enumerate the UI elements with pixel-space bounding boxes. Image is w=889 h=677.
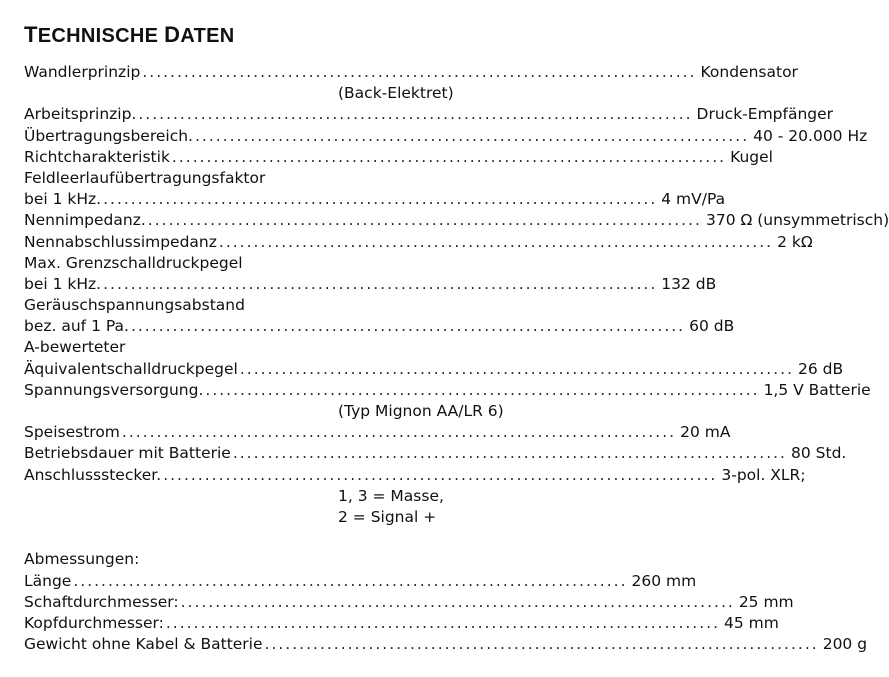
- spec-label: Richtcharakteristik ................................................................................: [24, 147, 726, 168]
- spec-value: (Typ Mignon AA/LR 6): [338, 402, 504, 420]
- spec-row: [24, 295, 564, 316]
- spec-label: Äquivalentschalldruckpegel ................................................................................: [24, 359, 794, 380]
- spec-row: [24, 126, 868, 147]
- spec-value: Kugel: [730, 147, 773, 166]
- spec-row: [24, 592, 794, 613]
- spec-row: [24, 443, 847, 464]
- spec-value: 370 Ω (unsymmetrisch): [705, 211, 889, 230]
- spec-label: Betriebsdauer mit Batterie ................................................................................: [24, 443, 787, 464]
- spec-label: Max. Grenzschalldruckpegel: [24, 253, 243, 272]
- spec-value: 1, 3 = Masse,: [338, 486, 444, 505]
- spec-row: [24, 274, 717, 295]
- spec-value: 20 mA: [680, 423, 731, 442]
- dot-leader: ................................................................................: [171, 147, 727, 166]
- spec-value: 60 dB: [689, 317, 735, 336]
- spec-row: [24, 147, 773, 168]
- dot-leader: ................................................................................: [121, 423, 677, 442]
- spec-row: [24, 189, 726, 210]
- dot-leader: ................................................................................: [194, 126, 750, 145]
- spec-label: Spannungsversorgung. ................................................................................: [24, 380, 760, 401]
- spec-row: [24, 571, 697, 592]
- dot-leader: ................................................................................: [239, 359, 795, 378]
- title-initial-1: T: [24, 22, 38, 47]
- spec-row: [24, 359, 844, 380]
- title-rest-1: ECHNISCHE: [37, 25, 159, 47]
- spec-label: Speisestrom ................................................................................: [24, 422, 676, 443]
- spec-value: 260 mm: [631, 571, 697, 590]
- spec-row: [24, 549, 564, 570]
- dot-leader: ................................................................................: [163, 465, 718, 484]
- spec-row: [24, 401, 564, 422]
- dot-leader: ................................................................................: [73, 571, 628, 590]
- spec-row: [24, 486, 564, 507]
- spec-label: Nennabschlussimpedanz ................................................................................: [24, 232, 773, 253]
- spec-value: 26 dB: [798, 359, 844, 378]
- spacer: [24, 528, 564, 549]
- dot-leader: ................................................................................: [103, 274, 658, 293]
- title-rest-2: ATEN: [180, 25, 235, 47]
- spec-row: [24, 422, 731, 443]
- section-title: [24, 22, 234, 48]
- spec-row: [24, 83, 564, 104]
- spec-label: Länge ................................................................................: [24, 571, 628, 592]
- spec-value: 45 mm: [724, 613, 779, 632]
- spec-row: [24, 168, 564, 189]
- spec-value: Druck-Empfänger: [696, 105, 834, 124]
- spec-label: A-bewerteter: [24, 338, 126, 357]
- spec-row: [24, 232, 813, 253]
- dot-leader: ................................................................................: [232, 444, 787, 463]
- spec-row: [24, 613, 779, 634]
- dot-leader: ................................................................................: [147, 211, 702, 230]
- spec-label: Nennimpedanz. ................................................................................: [24, 210, 702, 231]
- spec-label: Abmessungen:: [24, 550, 140, 569]
- dot-leader: ................................................................................: [138, 105, 693, 124]
- spec-value: 132 dB: [661, 274, 717, 293]
- spec-value: 25 mm: [738, 592, 794, 611]
- spec-value: 4 mV/Pa: [661, 190, 726, 209]
- dot-leader: ................................................................................: [165, 613, 721, 632]
- spec-list: [24, 62, 889, 655]
- spec-label: Gewicht ohne Kabel & Batterie ................................................................................: [24, 634, 819, 655]
- spec-row: [24, 316, 735, 337]
- spec-row: [24, 380, 871, 401]
- spec-value: 40 - 20.000 Hz: [753, 126, 868, 145]
- spec-row: [24, 634, 868, 655]
- spec-label: Wandlerprinzip ................................................................................: [24, 62, 697, 83]
- dot-leader: ................................................................................: [103, 190, 658, 209]
- spec-value: 200 g: [822, 635, 868, 654]
- spec-value: 80 Std.: [791, 444, 847, 463]
- spec-row: [24, 465, 806, 486]
- spec-row: [24, 507, 564, 528]
- dot-leader: ................................................................................: [180, 592, 735, 611]
- spec-value: 3-pol. XLR;: [721, 465, 806, 484]
- spec-value: 1,5 V Batterie: [763, 380, 871, 399]
- spec-label: Anschlussstecker. ................................................................................: [24, 465, 717, 486]
- spec-label: bei 1 kHz. ................................................................................: [24, 189, 657, 210]
- spec-label: Feldleerlaufübertragungsfaktor: [24, 168, 266, 187]
- title-initial-2: D: [164, 22, 181, 47]
- spec-row: [24, 253, 564, 274]
- spec-row: [24, 210, 889, 231]
- dot-leader: ................................................................................: [205, 380, 760, 399]
- spec-value: 2 = Signal +: [338, 507, 437, 526]
- dot-leader: ................................................................................: [130, 317, 686, 336]
- dot-leader: ................................................................................: [142, 63, 697, 81]
- dot-leader: ................................................................................: [264, 635, 819, 654]
- spec-value: (Back-Elektret): [338, 84, 454, 103]
- spec-row: [24, 337, 564, 358]
- spec-label: bez. auf 1 Pa. ................................................................................: [24, 316, 685, 337]
- spec-label: Schaftdurchmesser: ................................................................................: [24, 592, 735, 613]
- spec-row: [24, 62, 798, 83]
- spec-label: Kopfdurchmesser: ................................................................................: [24, 613, 720, 634]
- spec-value: 2 kΩ: [777, 232, 813, 251]
- spec-value: Kondensator: [700, 63, 798, 81]
- spec-label: Übertragungsbereich. ................................................................................: [24, 126, 749, 147]
- spec-label: Arbeitsprinzip. ................................................................................: [24, 104, 693, 125]
- spec-label: bei 1 kHz. ................................................................................: [24, 274, 657, 295]
- spec-row: [24, 104, 834, 125]
- dot-leader: ................................................................................: [218, 232, 774, 251]
- spec-label: Geräuschspannungsabstand: [24, 296, 245, 315]
